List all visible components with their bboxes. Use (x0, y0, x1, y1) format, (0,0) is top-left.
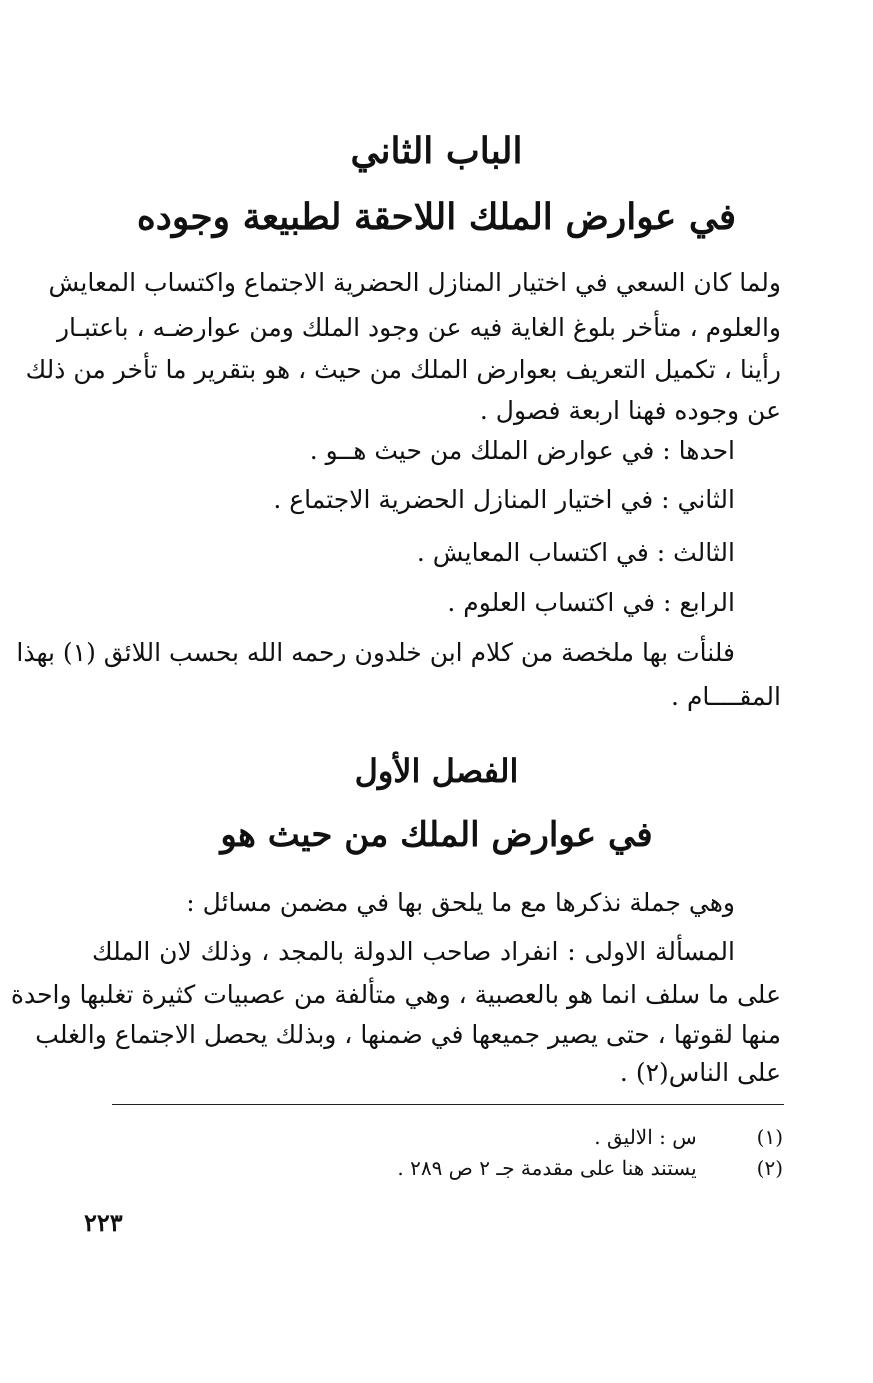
note-line: المقــــام . (671, 682, 781, 711)
intro-line: رأينا ، تكميل التعريف بعوارض الملك من حيث ، هو بتقرير ما تأخر من ذلك (25, 355, 781, 384)
section-subtitle: في عوارض الملك من حيث هو (220, 815, 653, 855)
footnote-text: س : الاليق . (594, 1125, 697, 1149)
intro-line: والعلوم ، متأخر بلوغ الغاية فيه عن وجود الملك ومن عوارضـه ، باعتبـار (56, 313, 781, 342)
intro-line: ولما كان السعي في اختيار المنازل الحضرية الاجتماع واكتساب المعايش (48, 268, 781, 297)
footnote-number: (١) (756, 1125, 783, 1149)
issue-line: منها لقوتها ، حتى يصير جميعها في ضمنها ، وبذلك يحصل الاجتماع والغلب (35, 1020, 781, 1049)
footnote-text: يستند هنا على مقدمة جـ ٢ ص ٢٨٩ . (397, 1156, 697, 1180)
issue-line: على ما سلف انما هو بالعصبية ، وهي متألفة من عصبيات كثيرة تغلبها واحدة (10, 980, 781, 1009)
footnote-separator (112, 1104, 784, 1105)
intro-line: عن وجوده فهنا اربعة فصول . (479, 396, 781, 425)
section-title: الفصل الأول (354, 752, 519, 790)
footnote-number: (٢) (756, 1156, 783, 1180)
footnote (397, 1156, 783, 1180)
footnote (594, 1125, 783, 1149)
issue-line: المسألة الاولى : انفراد صاحب الدولة بالمجد ، وذلك لان الملك (92, 937, 735, 966)
list-item: الرابع : في اكتساب العلوم . (447, 588, 735, 617)
chapter-title: الباب الثاني (350, 130, 523, 172)
section-intro: وهي جملة نذكرها مع ما يلحق بها في مضمن مسائل : (186, 888, 735, 917)
page-number: ٢٢٣ (84, 1208, 123, 1237)
chapter-subtitle: في عوارض الملك اللاحقة لطبيعة وجوده (136, 196, 737, 238)
list-item: احدها : في عوارض الملك من حيث هــو . (309, 436, 735, 465)
issue-line: على الناس(٢) . (619, 1058, 781, 1087)
list-item: الثالث : في اكتساب المعايش . (416, 538, 735, 567)
note-line: فلنأت بها ملخصة من كلام ابن خلدون رحمه الله بحسب اللائق (١) بهذا (16, 638, 735, 667)
list-item: الثاني : في اختيار المنازل الحضرية الاجتماع . (273, 485, 735, 514)
